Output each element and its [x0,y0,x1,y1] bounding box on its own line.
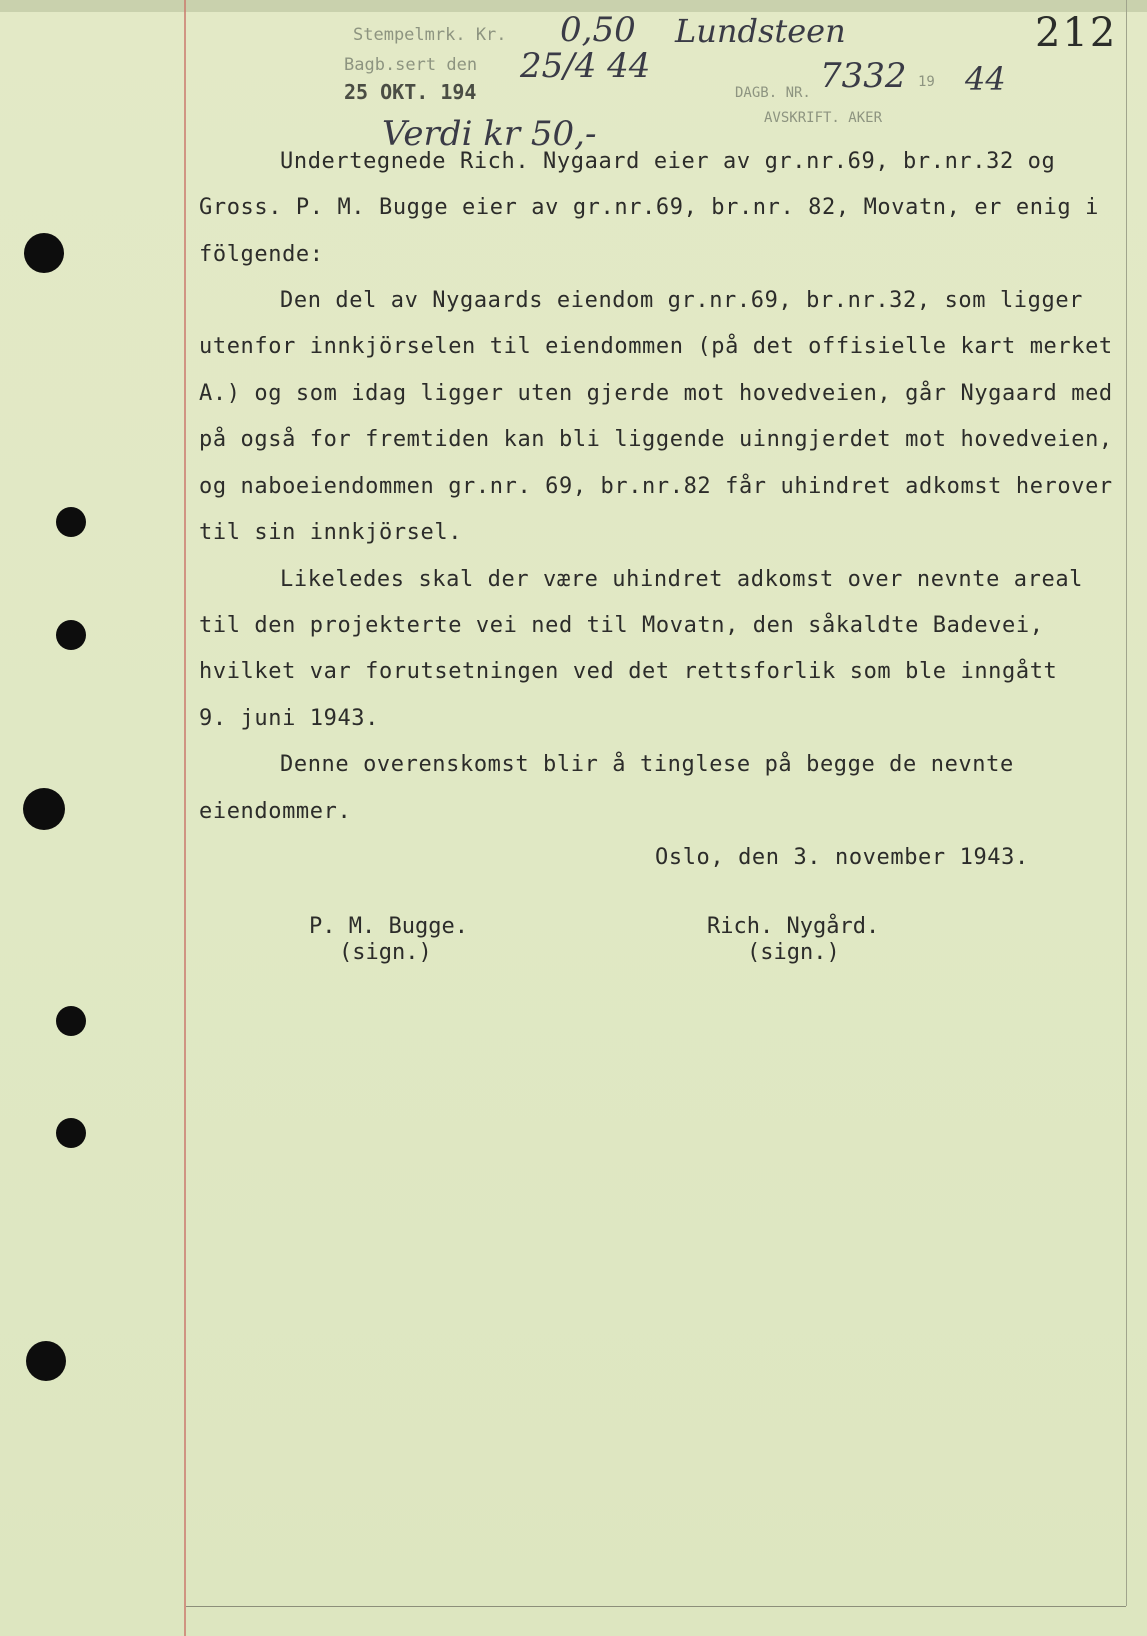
stamp-avskrift: AVSKRIFT. AKER [764,110,883,126]
body-line: til sin innkjörsel. [199,520,463,545]
page-number: 212 [1035,10,1118,56]
stamp-dagb-nr: DAGB. NR. [735,85,811,101]
body-line: utenfor innkjörselen til eiendommen (på det offisielle kart merket [199,334,1113,359]
stamp-registered-label: Bagb.sert den [344,55,478,75]
body-line: Denne overenskomst blir å tinglese på begge de nevnte [280,752,1014,777]
signature-note: (sign.) [747,940,840,965]
handwritten-date: 25/4 44 [520,46,651,86]
binder-hole [56,620,86,650]
signature-note: (sign.) [339,940,432,965]
stamp-dagb-year: 19 [918,74,935,90]
binder-hole [26,1341,66,1381]
binder-hole [56,1118,86,1148]
bottom-edge [186,1606,1126,1607]
body-line: eiendommer. [199,799,352,824]
handwritten-dagb-number: 7332 [820,56,907,96]
body-line: Gross. P. M. Bugge eier av gr.nr.69, br.nr. 82, Movatn, er enig i [199,195,1099,220]
binder-hole [23,788,65,830]
body-line: til den projekterte vei ned til Movatn, den såkaldte Badevei, [199,613,1044,638]
right-edge [1126,0,1127,1606]
body-line: Undertegnede Rich. Nygaard eier av gr.nr.69, br.nr.32 og [280,149,1056,174]
binder-hole [56,507,86,537]
body-line: hvilket var forutsetningen ved det rettsforlik som ble inngått [199,659,1058,684]
signature-name: Rich. Nygård. [707,914,880,939]
place-date: Oslo, den 3. november 1943. [655,845,1029,870]
body-line: og naboeiendommen gr.nr. 69, br.nr.82 får uhindret adkomst herover [199,474,1113,499]
handwritten-signature: Lundsteen [675,12,846,50]
handwritten-dagb-year: 44 [965,60,1006,98]
signature-name: P. M. Bugge. [309,914,468,939]
stamp-fee-label: Stempelmrk. Kr. [353,25,507,45]
margin-rule [184,0,186,1636]
binder-hole [24,233,64,273]
handwritten-amount: 0,50 [560,10,636,50]
body-line: A.) og som idag ligger uten gjerde mot hovedveien, går Nygaard med [199,381,1113,406]
stamp-date: 25 OKT. 194 [344,80,477,104]
handwritten-value: Verdi kr 50,- [382,114,597,154]
body-line: Likeledes skal der være uhindret adkomst over nevnte areal [280,567,1084,592]
body-line: 9. juni 1943. [199,706,379,731]
body-line: Den del av Nygaards eiendom gr.nr.69, br.nr.32, som ligger [280,288,1084,313]
binder-hole [56,1006,86,1036]
body-line: fölgende: [199,242,324,267]
body-line: på også for fremtiden kan bli liggende uinngjerdet mot hovedveien, [199,427,1113,452]
